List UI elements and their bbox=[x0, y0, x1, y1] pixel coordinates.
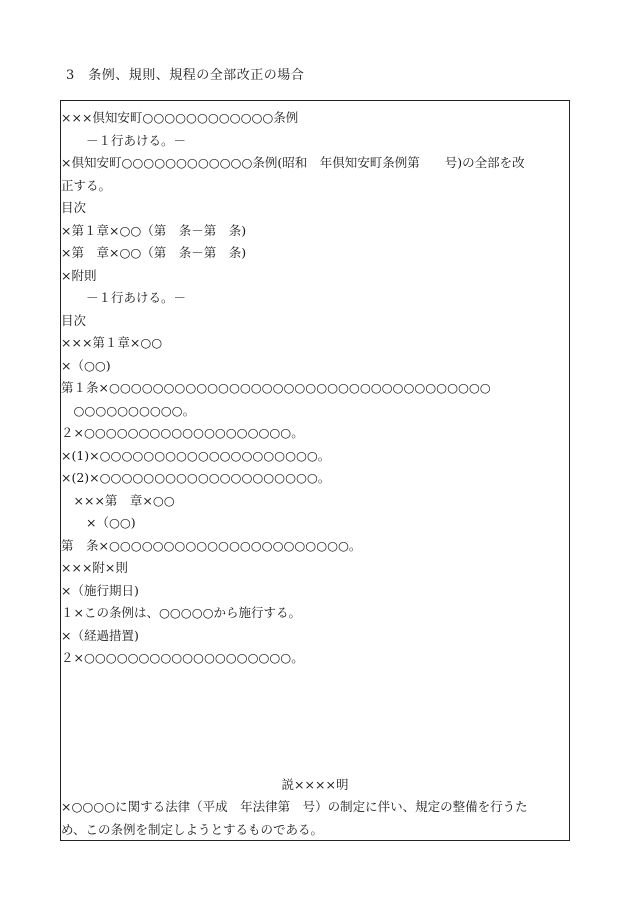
doc-line: ×××第 章×○○ bbox=[61, 493, 175, 508]
doc-line: 目次 bbox=[61, 200, 87, 215]
doc-line: －１行あける。－ bbox=[61, 290, 187, 305]
doc-line: ×(2)×○○○○○○○○○○○○○○○○○○○○。 bbox=[61, 470, 331, 485]
doc-line: ×××附×則 bbox=[61, 560, 128, 575]
doc-line: ×（施行期日) bbox=[61, 583, 139, 598]
doc-line: 目次 bbox=[61, 313, 87, 328]
doc-line: ２×○○○○○○○○○○○○○○○○○○○。 bbox=[61, 425, 304, 440]
doc-line: ×××倶知安町○○○○○○○○○○○○条例 bbox=[61, 110, 299, 125]
doc-line: 第１条×○○○○○○○○○○○○○○○○○○○○○○○○○○○○○○○○○○○ bbox=[61, 380, 491, 395]
doc-line: ×(1)×○○○○○○○○○○○○○○○○○○○○。 bbox=[61, 448, 331, 463]
ordinance-template-box bbox=[60, 100, 570, 841]
explanation-line: め、この条例を制定しようとするものである。 bbox=[61, 822, 324, 837]
explanation-line: ×○○○○に関する法律（平成 年法律第 号）の制定に伴い、規定の整備を行うた bbox=[61, 799, 528, 814]
explanation-title: 説××××明 bbox=[281, 777, 349, 792]
doc-line: ×××第１章×○○ bbox=[61, 335, 163, 350]
doc-line: 第 条×○○○○○○○○○○○○○○○○○○○○○○。 bbox=[61, 538, 362, 553]
doc-line: １×この条例は、○○○○○から施行する。 bbox=[61, 605, 302, 620]
doc-line: －１行あける。－ bbox=[61, 133, 187, 148]
doc-line: ×附則 bbox=[61, 268, 97, 283]
doc-line: ×第１章×○○（第 条－第 条) bbox=[61, 223, 247, 238]
doc-line: ○○○○○○○○○○。 bbox=[61, 403, 196, 418]
section-heading: 3 条例、規則、規程の全部改正の場合 bbox=[66, 68, 305, 83]
doc-line: ×（○○) bbox=[61, 358, 111, 373]
doc-line: ×第 章×○○（第 条－第 条) bbox=[61, 245, 247, 260]
doc-line: ×倶知安町○○○○○○○○○○○○条例(昭和 年倶知安町条例第 号)の全部を改 bbox=[61, 155, 525, 170]
doc-line: 正する。 bbox=[61, 178, 112, 193]
doc-line: ２×○○○○○○○○○○○○○○○○○○○。 bbox=[61, 650, 304, 665]
doc-line: ×（○○) bbox=[61, 515, 136, 530]
doc-line: ×（経過措置) bbox=[61, 628, 139, 643]
